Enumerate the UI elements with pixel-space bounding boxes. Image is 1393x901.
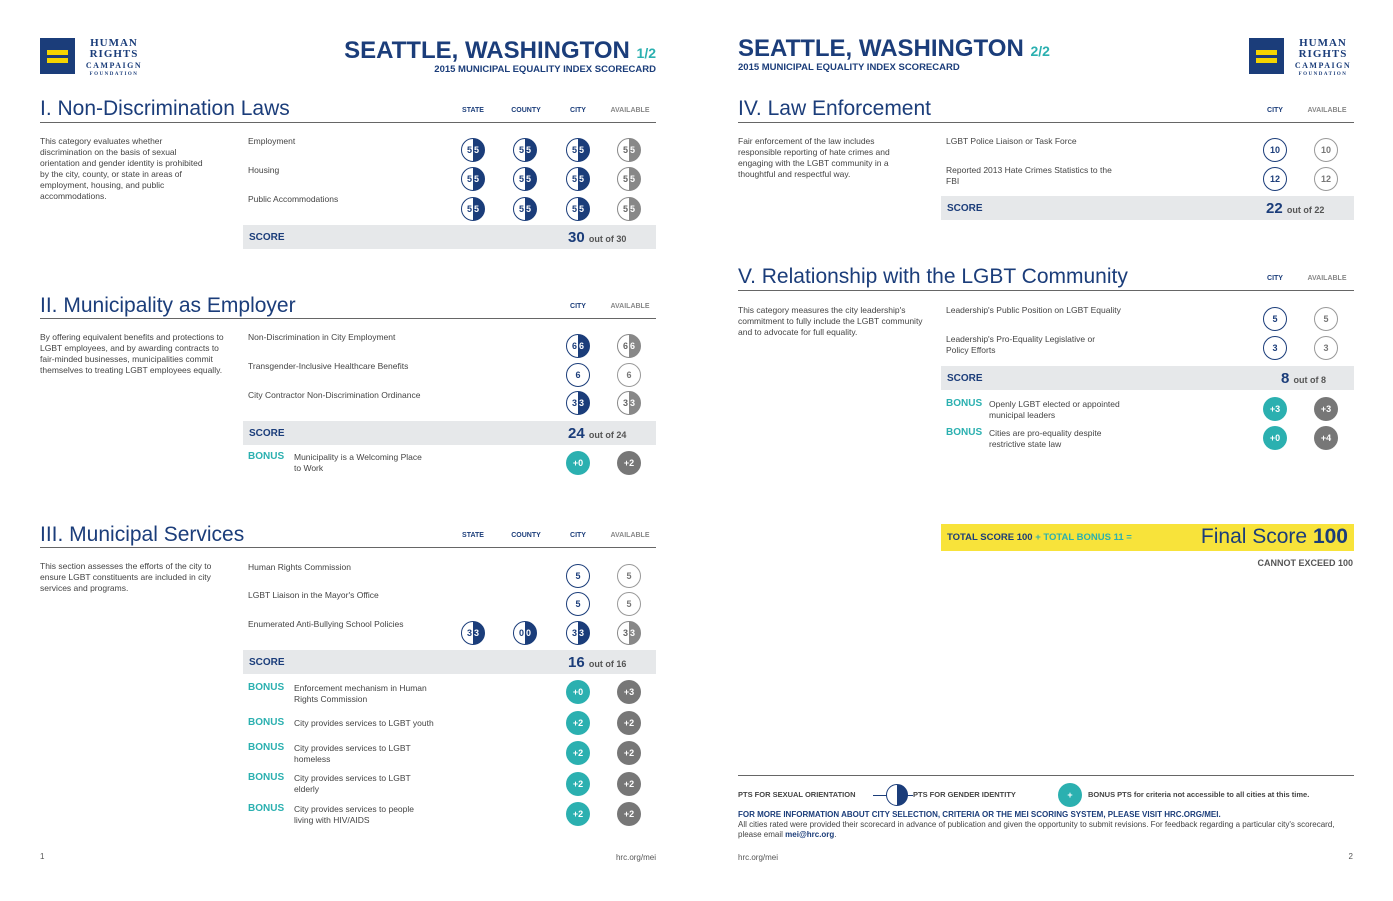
criterion-label: Public Accommodations [248, 194, 339, 204]
split-score-icon: 5 5 [513, 197, 537, 221]
score-label: SCORE [249, 428, 285, 439]
score-circle-icon: 5 [566, 564, 590, 588]
score-circle-icon: 6 [566, 363, 590, 387]
split-score-icon: 3 3 [461, 621, 485, 645]
bonus-label: BONUS [248, 717, 285, 728]
section-divider [40, 122, 656, 123]
total-score-breakdown: TOTAL SCORE 100 + TOTAL BONUS 11 = [947, 532, 1132, 543]
page-subtitle: 2015 MUNICIPAL EQUALITY INDEX SCORECARD [434, 64, 656, 75]
criterion-label: LGBT Liaison in the Mayor's Office [248, 590, 379, 600]
criterion-label: Leadership's Public Position on LGBT Equality [946, 305, 1121, 315]
logo-wordmark: HUMAN RIGHTS CAMPAIGN FOUNDATION [1294, 37, 1352, 77]
score-circle-icon: 10 [1263, 138, 1287, 162]
bonus-criterion-label: City provides services to LGBT youth [294, 718, 434, 728]
bonus-score-icon: +0 [566, 451, 590, 475]
section-description: This category evaluates whether discrimination on the basis of sexual orientation and gender identity is prohibited by the city, county, or state in areas of employment, housing, and public accommodations. [40, 136, 203, 201]
bonus-score-icon: +2 [566, 711, 590, 735]
bonus-available-icon: +2 [617, 802, 641, 826]
legend-divider [738, 775, 1354, 776]
bonus-label: BONUS [248, 803, 285, 814]
bonus-criterion-label: Cities are pro-equality despite restrictive state law [989, 428, 1102, 449]
bonus-label: BONUS [248, 742, 285, 753]
score-value: 8 out of 8 [1281, 370, 1327, 387]
bonus-criterion-label: City provides services to LGBT homeless [294, 743, 411, 764]
score-circle-icon: 5 [1314, 307, 1338, 331]
bonus-score-icon: +2 [566, 741, 590, 765]
section-divider [40, 318, 656, 319]
section-title: I. Non-Discrimination Laws [40, 97, 290, 120]
section-divider [40, 547, 656, 548]
final-score-bar [941, 524, 1354, 551]
column-header-state: STATE [462, 532, 484, 539]
bonus-available-icon: +3 [617, 680, 641, 704]
score-label: SCORE [947, 373, 983, 384]
split-score-icon: 5 5 [617, 167, 641, 191]
score-label: SCORE [947, 203, 983, 214]
split-score-icon: 6 6 [617, 334, 641, 358]
column-header-city: CITY [570, 303, 586, 310]
bonus-label: BONUS [946, 427, 983, 438]
score-value: 24 out of 24 [568, 425, 627, 442]
score-circle-icon: 12 [1314, 167, 1338, 191]
score-circle-icon: 5 [1263, 307, 1287, 331]
split-score-icon: 5 5 [617, 197, 641, 221]
score-circle-icon: 3 [1314, 336, 1338, 360]
column-header-available: AVAILABLE [610, 532, 650, 539]
equality-logo-icon [1249, 38, 1284, 74]
split-score-icon: 5 5 [461, 167, 485, 191]
score-value: 16 out of 16 [568, 654, 627, 671]
bonus-available-icon: +2 [617, 451, 641, 475]
split-score-icon: 5 5 [461, 197, 485, 221]
score-label: SCORE [249, 232, 285, 243]
feedback-email[interactable]: mei@hrc.org [785, 830, 835, 839]
split-score-icon: 3 3 [617, 391, 641, 415]
score-bar [243, 421, 656, 445]
bonus-criterion-label: Municipality is a Welcoming Place to Work [294, 452, 422, 473]
bonus-criterion-label: City provides services to LGBT elderly [294, 773, 411, 794]
page-number: 2 [1348, 852, 1353, 861]
score-circle-icon: 12 [1263, 167, 1287, 191]
score-circle-icon: 5 [566, 592, 590, 616]
score-circle-icon: 5 [617, 564, 641, 588]
bonus-score-icon: +0 [1263, 426, 1287, 450]
legend-bonus: BONUS PTS for criteria not accessible to all cities at this time. [1088, 790, 1310, 799]
bonus-available-icon: +2 [617, 711, 641, 735]
criterion-label: Employment [248, 136, 296, 146]
split-score-icon: 3 3 [566, 621, 590, 645]
section-description: This section assesses the efforts of the city to ensure LGBT constituents are included in city services and programs. [40, 561, 212, 593]
more-info: FOR MORE INFORMATION ABOUT CITY SELECTION, CRITERIA OR THE MEI SCORING SYSTEM, PLEASE VISIT HRC.ORG/MEI. All cities rated were provided their scorecard in advance of publication and given the opportunity to submit revisions. For feedback regarding a particular city's scorecard, please email mei@hrc.org. [738, 810, 1335, 839]
bonus-available-icon: +2 [617, 772, 641, 796]
split-score-icon: 3 3 [566, 391, 590, 415]
section-description: Fair enforcement of the law includes responsible reporting of hate crimes and engaging with the LGBT community in a thoughtful and respectful way. [738, 136, 890, 179]
logo-wordmark: HUMAN RIGHTS CAMPAIGN FOUNDATION [85, 37, 143, 77]
bonus-score-icon: +2 [566, 802, 590, 826]
bonus-score-icon: +2 [566, 772, 590, 796]
legend-sexual-orientation: PTS FOR SEXUAL ORIENTATION [738, 790, 856, 799]
bonus-available-icon: +2 [617, 741, 641, 765]
score-value: 30 out of 30 [568, 229, 627, 246]
split-score-icon: 0 0 [513, 621, 537, 645]
column-header-city: CITY [1267, 107, 1283, 114]
legend-gender-identity: PTS FOR GENDER IDENTITY [913, 790, 1016, 799]
criterion-label: Non-Discrimination in City Employment [248, 332, 396, 342]
criterion-label: City Contractor Non-Discrimination Ordinance [248, 390, 421, 400]
criterion-label: LGBT Police Liaison or Task Force [946, 136, 1077, 146]
score-circle-icon: 6 [617, 363, 641, 387]
split-score-icon: 5 5 [566, 167, 590, 191]
footer-link[interactable]: hrc.org/mei [738, 853, 779, 862]
split-score-icon: 5 5 [566, 138, 590, 162]
column-header-city: CITY [570, 107, 586, 114]
bonus-criterion-label: City provides services to people living with HIV/AIDS [294, 804, 415, 825]
bonus-criterion-label: Enforcement mechanism in Human Rights Commission [294, 683, 427, 704]
score-circle-icon: 10 [1314, 138, 1338, 162]
split-score-icon: 6 6 [566, 334, 590, 358]
score-bar [941, 366, 1354, 390]
column-header-city: CITY [570, 532, 586, 539]
column-header-available: AVAILABLE [610, 303, 650, 310]
column-header-available: AVAILABLE [610, 107, 650, 114]
criterion-label: Enumerated Anti-Bullying School Policies [248, 619, 404, 629]
bonus-label: BONUS [248, 682, 285, 693]
score-circle-icon: 5 [617, 592, 641, 616]
section-description: By offering equivalent benefits and protections to LGBT employees, and by awarding contracts to fair-minded businesses, municipalities commit themselves to treating LGBT employees equally. [40, 332, 224, 375]
section-divider [738, 122, 1354, 123]
scorecard-page-1 [0, 0, 696, 901]
column-header-available: AVAILABLE [1307, 275, 1347, 282]
section-description: This category measures the city leadership's commitment to fully include the LGBT community and to advocate for full equality. [738, 305, 923, 337]
score-bar [243, 650, 656, 674]
split-score-icon: 5 5 [566, 197, 590, 221]
score-bar [243, 225, 656, 249]
equality-logo-icon [40, 38, 75, 74]
page-title: SEATTLE, WASHINGTON 2/2 [738, 35, 1050, 62]
score-circle-icon: 3 [1263, 336, 1287, 360]
criterion-label: Transgender-Inclusive Healthcare Benefits [248, 361, 409, 371]
final-score: Final Score 100 [1200, 525, 1348, 548]
score-cap-note: CANNOT EXCEED 100 [1257, 558, 1353, 568]
split-score-icon: 5 5 [513, 138, 537, 162]
split-score-icon: 5 5 [461, 138, 485, 162]
page-number: 1 [40, 852, 45, 861]
score-value: 22 out of 22 [1266, 200, 1325, 217]
section-title: III. Municipal Services [40, 523, 245, 546]
column-header-county: COUNTY [511, 107, 541, 114]
section-title: II. Municipality as Employer [40, 294, 296, 317]
page-title: SEATTLE, WASHINGTON 1/2 [344, 37, 656, 64]
legend-bonus-icon: + [1058, 783, 1082, 807]
column-header-county: COUNTY [511, 532, 541, 539]
bonus-label: BONUS [248, 772, 285, 783]
bonus-available-icon: +4 [1314, 426, 1338, 450]
hrc-logo [1249, 38, 1369, 78]
split-score-icon: 5 5 [617, 138, 641, 162]
bonus-available-icon: +3 [1314, 397, 1338, 421]
section-title: IV. Law Enforcement [738, 97, 931, 120]
split-score-icon: 3 3 [617, 621, 641, 645]
bonus-label: BONUS [946, 398, 983, 409]
score-label: SCORE [249, 657, 285, 668]
criterion-label: Housing [248, 165, 280, 175]
bonus-label: BONUS [248, 451, 285, 462]
page-subtitle: 2015 MUNICIPAL EQUALITY INDEX SCORECARD [738, 62, 960, 73]
column-header-available: AVAILABLE [1307, 107, 1347, 114]
section-divider [738, 290, 1354, 291]
section-title: V. Relationship with the LGBT Community [738, 265, 1128, 288]
legend-line [905, 795, 913, 796]
criterion-label: Human Rights Commission [248, 562, 351, 572]
scorecard-page-2 [697, 0, 1393, 901]
criterion-label: Reported 2013 Hate Crimes Statistics to the FBI [946, 165, 1112, 186]
column-header-city: CITY [1267, 275, 1283, 282]
footer-link[interactable]: hrc.org/mei [615, 853, 656, 862]
split-score-icon: 5 5 [513, 167, 537, 191]
score-bar [941, 196, 1354, 220]
bonus-score-icon: +0 [566, 680, 590, 704]
criterion-label: Leadership's Pro-Equality Legislative or Policy Efforts [946, 334, 1096, 355]
column-header-state: STATE [462, 107, 484, 114]
bonus-criterion-label: Openly LGBT elected or appointed municipal leaders [989, 399, 1120, 420]
bonus-score-icon: +3 [1263, 397, 1287, 421]
hrc-logo [40, 38, 160, 78]
